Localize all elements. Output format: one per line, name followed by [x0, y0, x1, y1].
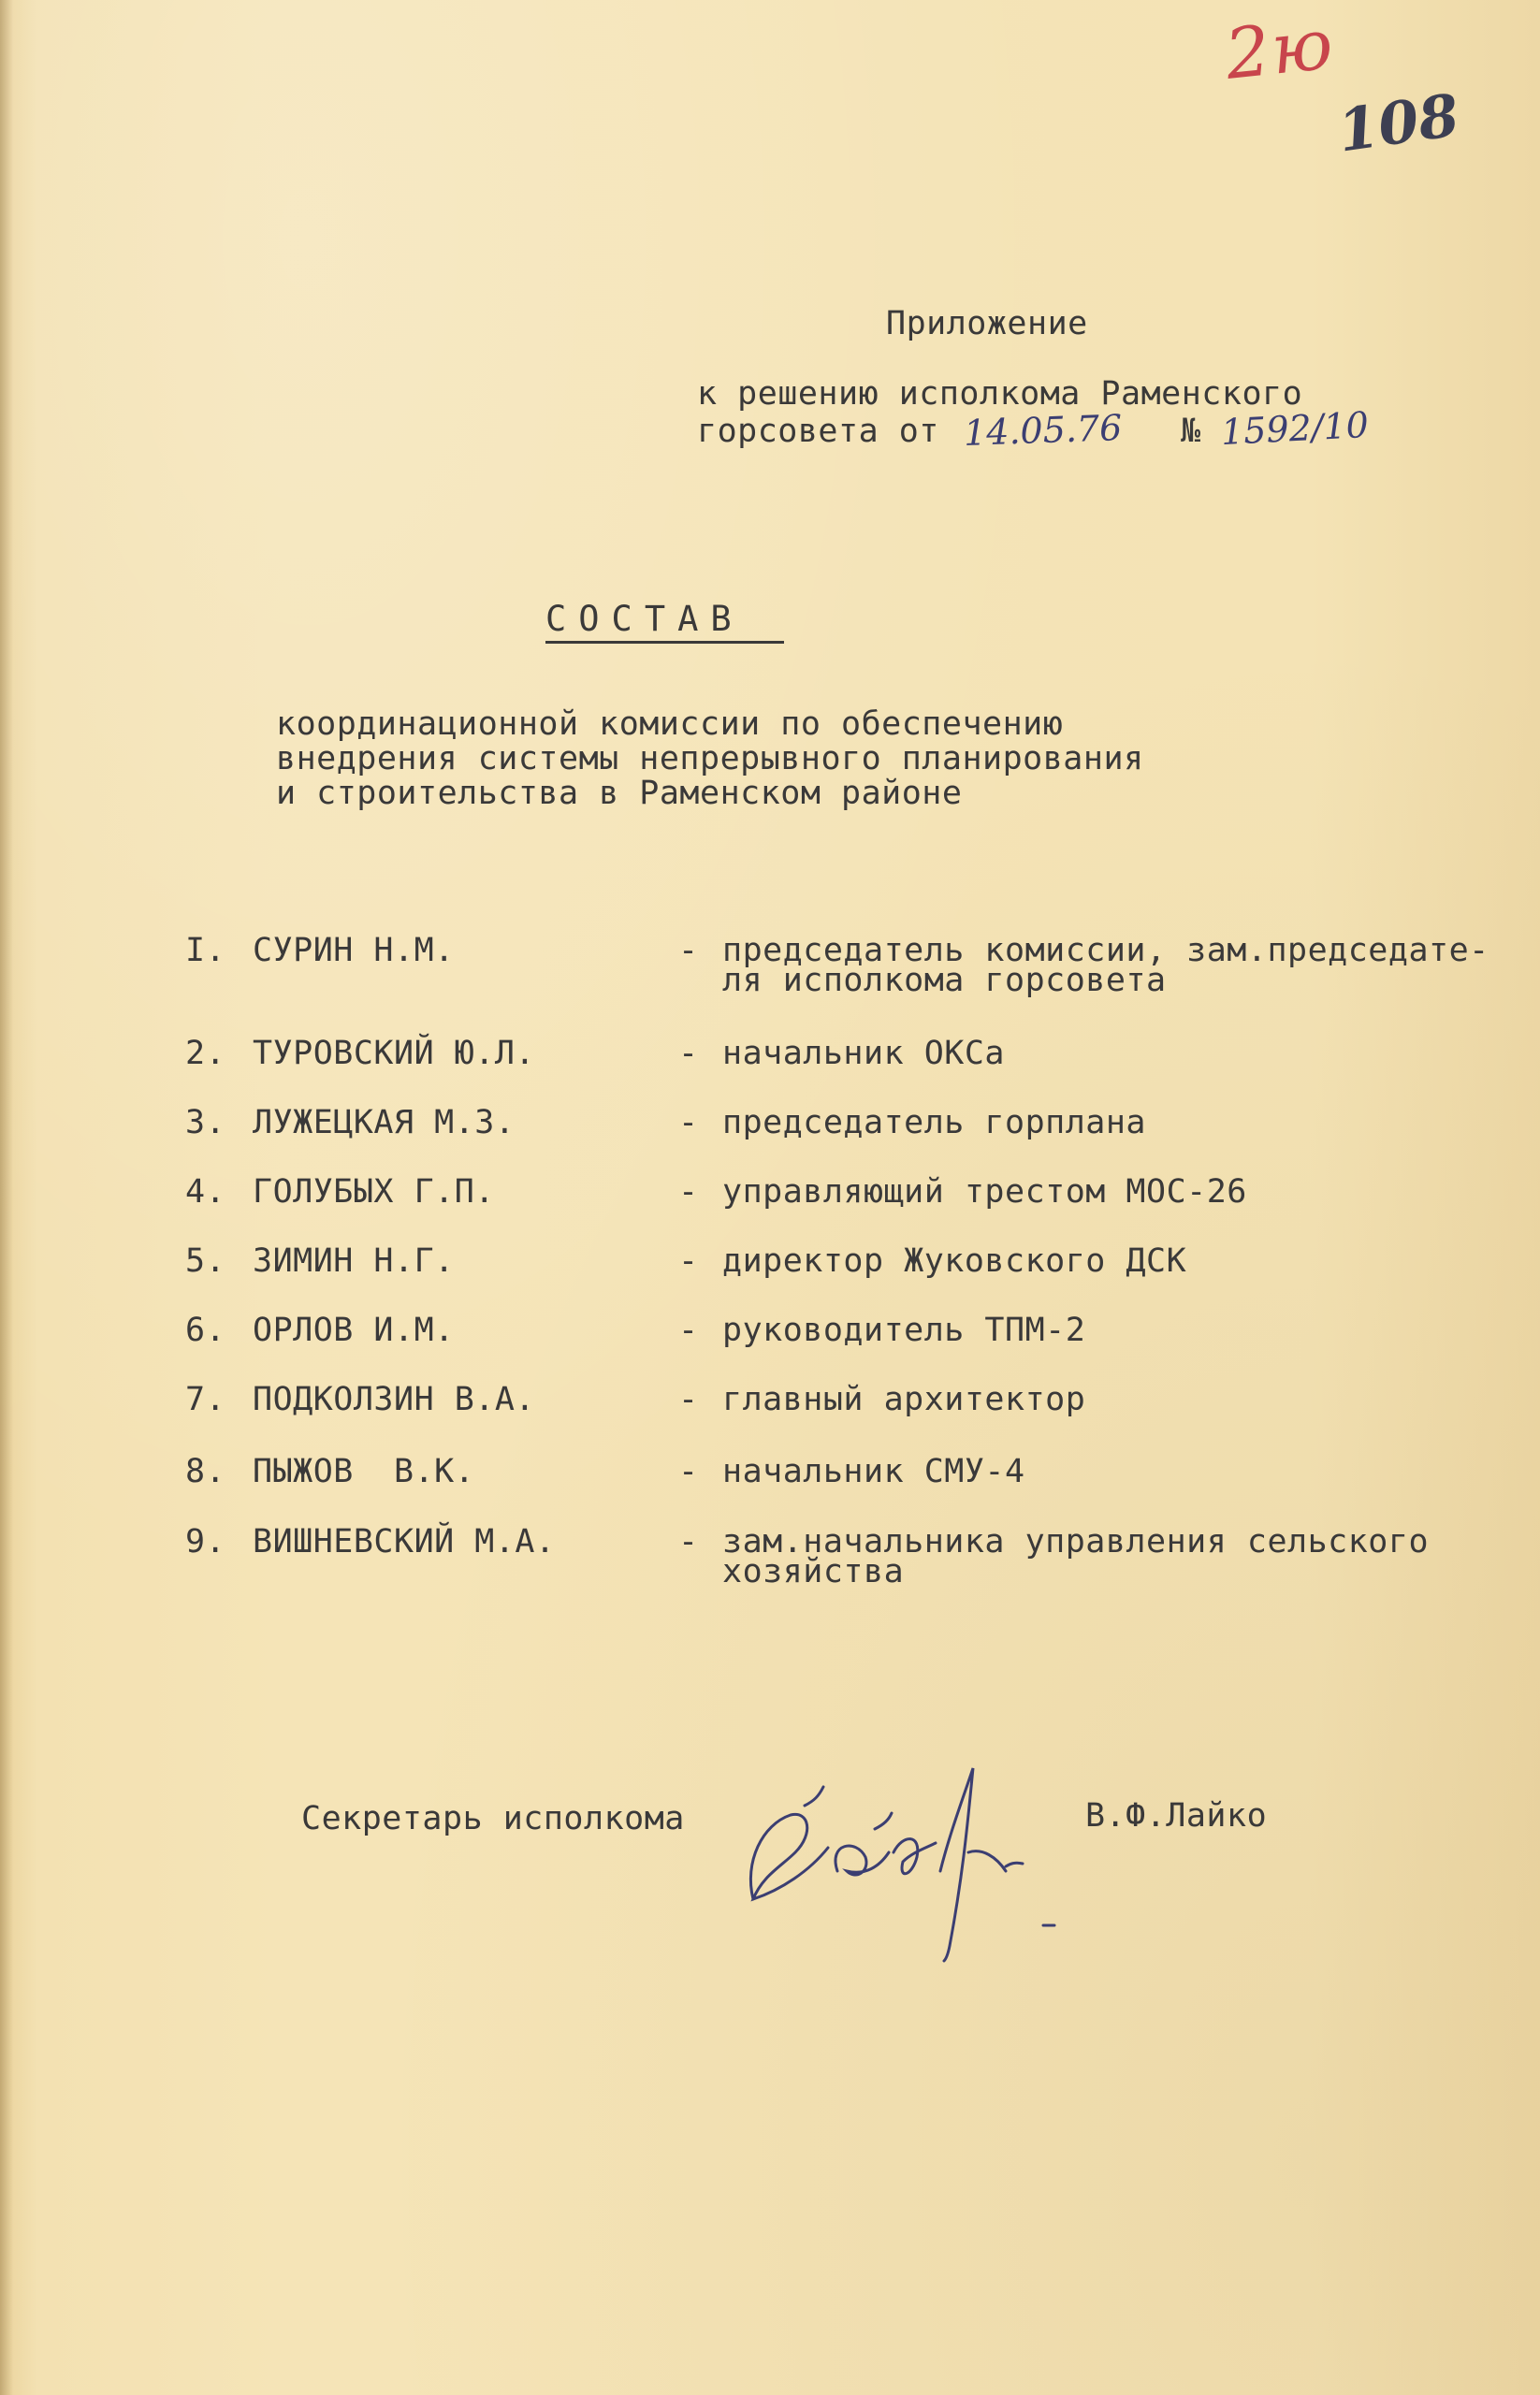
member-number: 9.: [185, 1523, 226, 1560]
member-number: 4.: [185, 1173, 226, 1211]
member-role: руководитель ТПМ-2: [722, 1312, 1086, 1349]
member-number: 7.: [185, 1381, 226, 1418]
secretary-name: В.Ф.Лайко: [1085, 1797, 1268, 1835]
member-dash: -: [678, 1173, 699, 1211]
number-sign: №: [1181, 413, 1201, 450]
member-role: главный архитектор: [722, 1381, 1086, 1418]
binding-edge-shadow: [0, 0, 13, 2395]
subtitle-line-2: внедрения системы непрерывного планирования: [276, 740, 1144, 777]
member-role: управляющий трестом МОС-26: [722, 1173, 1247, 1211]
appendix-line-2-prefix: горсовета от: [697, 413, 939, 450]
member-role: начальник ОКСа: [722, 1035, 1006, 1072]
secretary-label: Секретарь исполкома: [301, 1800, 685, 1837]
member-role: зам.начальника управления сельского хозяйства: [722, 1523, 1430, 1590]
member-number: 3.: [185, 1104, 226, 1141]
member-dash: -: [678, 1312, 699, 1349]
member-number: 2.: [185, 1035, 226, 1072]
member-name: СУРИН Н.М.: [253, 932, 455, 969]
member-dash: -: [678, 1104, 699, 1141]
subtitle-line-1: координационной комиссии по обеспечению: [276, 705, 1064, 743]
member-dash: -: [678, 932, 699, 969]
member-number: 8.: [185, 1453, 226, 1490]
member-role: председатель горплана: [722, 1104, 1147, 1141]
document-title: СОСТАВ: [545, 599, 744, 639]
member-name: ВИШНЕВСКИЙ М.А.: [253, 1523, 556, 1560]
member-number: I.: [185, 932, 226, 969]
member-name: ЛУЖЕЦКАЯ М.З.: [253, 1104, 516, 1141]
member-dash: -: [678, 1035, 699, 1072]
archive-red-number: 2ю: [1221, 4, 1339, 95]
archive-sheet-number: 108: [1333, 80, 1463, 166]
appendix-line-1: к решению исполкома Раменского: [697, 375, 1303, 413]
subtitle-line-3: и строительства в Раменском районе: [276, 775, 963, 812]
member-name: ОРЛОВ И.М.: [253, 1312, 455, 1349]
member-name: ГОЛУБЫХ Г.П.: [253, 1173, 495, 1211]
member-number: 5.: [185, 1242, 226, 1280]
member-name: ПЫЖОВ В.К.: [253, 1453, 475, 1490]
member-name: ЗИМИН Н.Г.: [253, 1242, 455, 1280]
handwritten-signature: [725, 1759, 1081, 1965]
member-name: ПОДКОЛЗИН В.А.: [253, 1381, 536, 1418]
member-number: 6.: [185, 1312, 226, 1349]
member-dash: -: [678, 1453, 699, 1490]
member-role: председатель комиссии, зам.председате- ля исполкома горсовета: [722, 932, 1489, 999]
member-name: ТУРОВСКИЙ Ю.Л.: [253, 1035, 536, 1072]
handwritten-date: 14.05.76: [963, 407, 1123, 454]
member-role: директор Жуковского ДСК: [722, 1242, 1187, 1280]
member-dash: -: [678, 1242, 699, 1280]
member-dash: -: [678, 1523, 699, 1560]
appendix-heading: Приложение: [886, 305, 1088, 342]
title-underline: [545, 641, 784, 644]
handwritten-decision-number: 1592/10: [1219, 403, 1370, 454]
member-dash: -: [678, 1381, 699, 1418]
member-role: начальник СМУ-4: [722, 1453, 1025, 1490]
